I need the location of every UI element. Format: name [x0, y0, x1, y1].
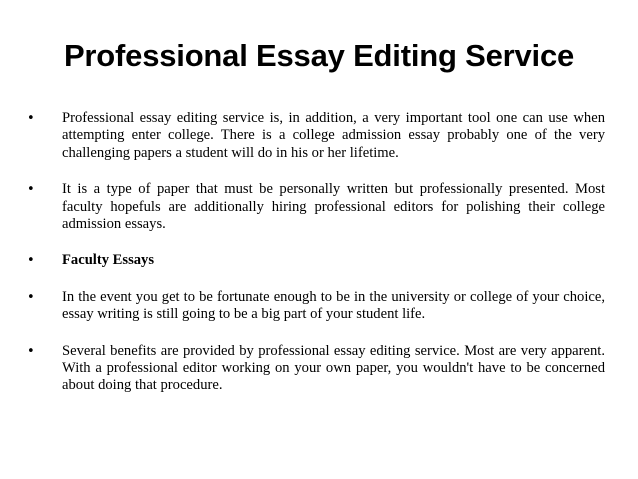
bullet-text: In the event you get to be fortunate enough to be in the university or college of your choice, essay writing is still going to be a big part of your student life. [62, 288, 605, 323]
bullet-item [27, 343, 605, 395]
bullet-item-heading [27, 252, 605, 269]
slide-title: Professional Essay Editing Service [63, 38, 575, 73]
bullet-list [27, 110, 605, 414]
bullet-text: Faculty Essays [62, 252, 155, 269]
bullet-icon: • [27, 182, 35, 198]
bullet-item [27, 110, 605, 162]
bullet-icon: • [27, 343, 35, 359]
bullet-item [27, 181, 605, 233]
bullet-item [27, 289, 605, 324]
bullet-icon: • [27, 253, 35, 269]
bullet-icon: • [27, 289, 35, 305]
bullet-icon: • [27, 111, 35, 126]
bullet-text: Several benefits are provided by professional essay editing service. Most are very apparent. With a professional editor working on your own paper, you wouldn't have to be concerned about doing that procedure. [62, 342, 605, 394]
bullet-text: Professional essay editing service is, in addition, a very important tool one can use when attempting enter college. There is a college admission essay probably one of the very challenging papers a student will do in his or her lifetime. [62, 110, 605, 161]
bullet-text: It is a type of paper that must be personally written but professionally presented. Most faculty hopefuls are additionally hiring professional editors for polishing their college admission essays. [62, 181, 605, 233]
